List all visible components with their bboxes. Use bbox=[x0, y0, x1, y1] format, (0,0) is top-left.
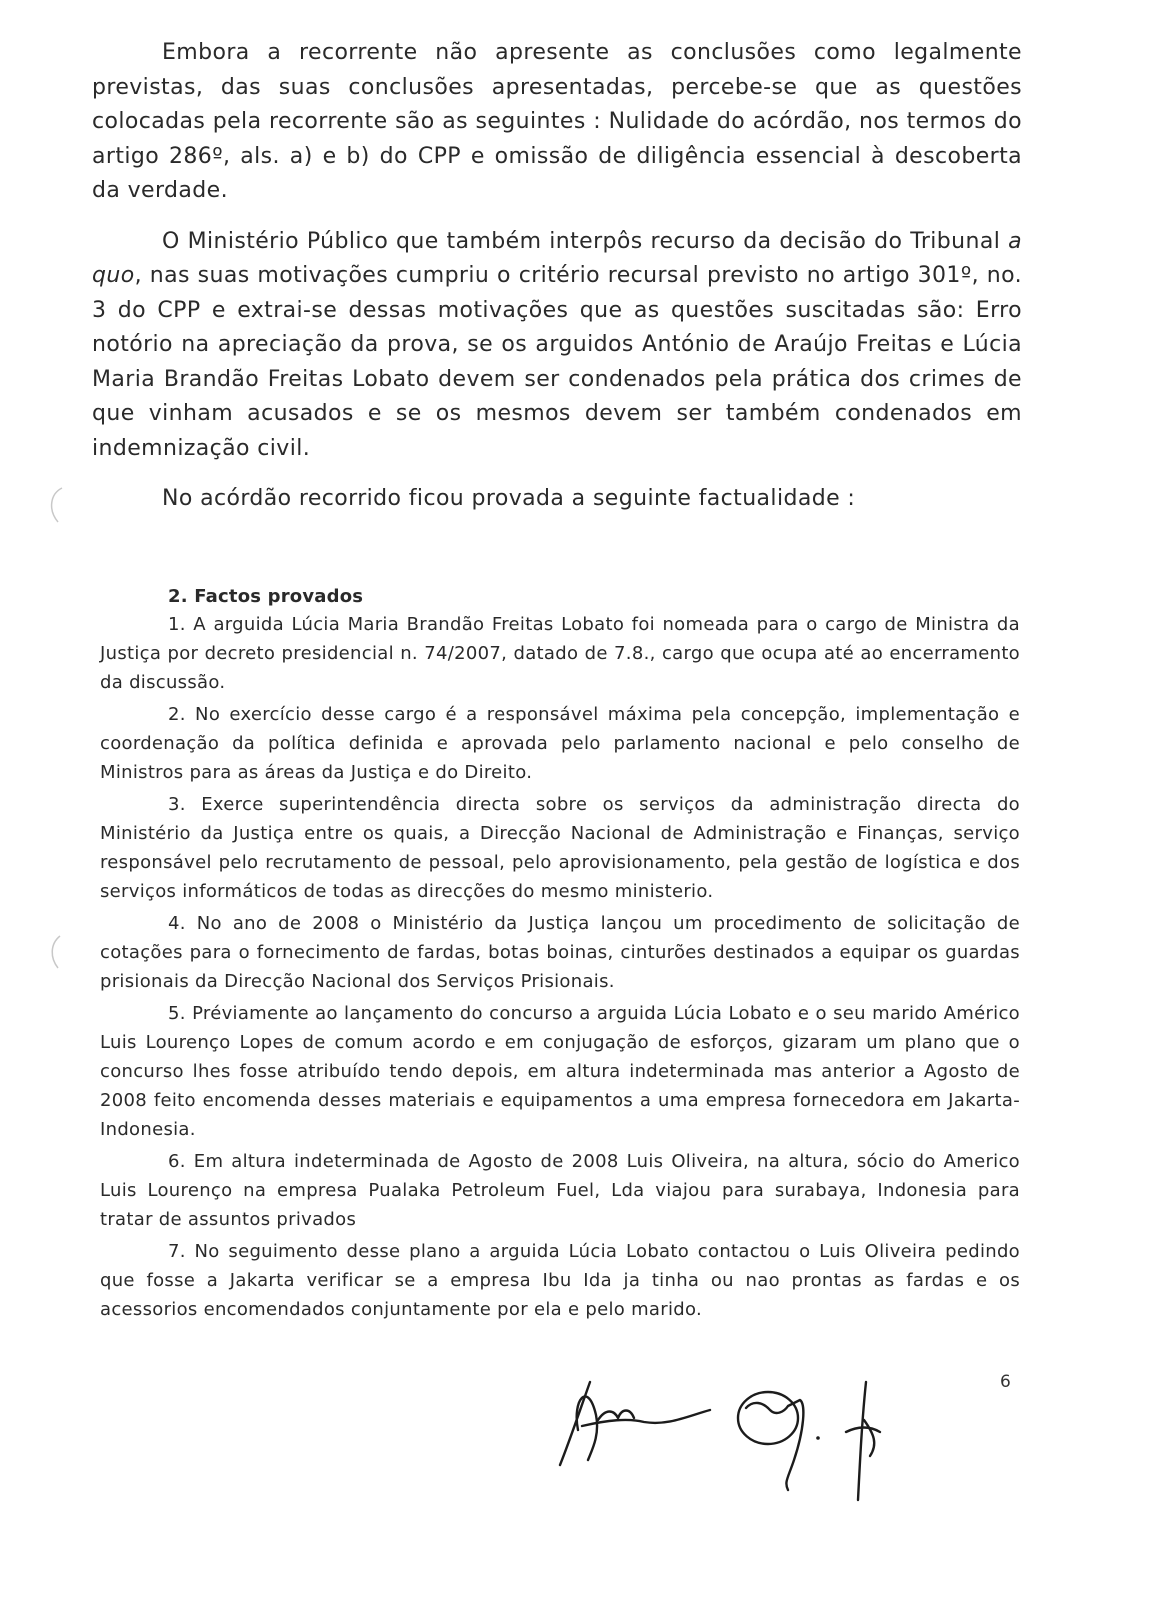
intro-paragraph-2 bbox=[92, 225, 1022, 467]
intro-paragraph-3 bbox=[92, 482, 1022, 517]
intro-paragraph-1 bbox=[92, 36, 1022, 209]
facts-section bbox=[100, 584, 1020, 1327]
facts-heading: 2. Factos provados bbox=[168, 586, 364, 607]
fact-item bbox=[100, 700, 1020, 787]
intro-paragraph-3-text: No acórdão recorrido ficou provada a seguinte factualidade : bbox=[162, 486, 856, 511]
fact-item-text: 7. No seguimento desse plano a arguida Lúcia Lobato contactou o Luis Oliveira pedindo que fosse a Jakarta verificar se a empresa Ibu Ida ja tinha ou nao prontas as fardas e os acessorios encomendados conjuntamente por ela e pelo marido. bbox=[100, 1241, 1020, 1320]
intro-paragraph-2-italic: a quo bbox=[92, 228, 1022, 288]
intro-section bbox=[92, 36, 1022, 533]
fact-item-text: 3. Exerce superintendência directa sobre os serviços da administração directa do Ministério da Justiça entre os quais, a Direcção Nacional de Administração e Finanças, serviço responsável pelo recrutamento de pessoal, pelo aprovisionamento, pela gestão de logística e dos serviços informáticos de todas as direcções do mesmo ministerio. bbox=[100, 794, 1020, 902]
intro-paragraph-2-end: , nas suas motivações cumpriu o critério recursal previsto no artigo 301º, no. 3 do CPP e extrai-se dessas motivações que as questões suscitadas são: Erro notório na apreciação da prova, se os arguidos António de Araújo Freitas e Lúcia Maria Brandão Freitas Lobato devem ser condenados pela prática dos crimes de que vinham acusados e se os mesmos devem ser também condenados em indemnização civil. bbox=[92, 263, 1022, 461]
handwritten-signature-icon bbox=[548, 1360, 908, 1510]
fact-item bbox=[100, 909, 1020, 996]
fact-item bbox=[100, 999, 1020, 1144]
fact-item-text: 6. Em altura indeterminada de Agosto de 2008 Luis Oliveira, na altura, sócio do Americo Luis Lourenço na empresa Pualaka Petroleum Fuel, Lda viajou para surabaya, Indonesia para tratar de assuntos privados bbox=[100, 1151, 1020, 1230]
fact-item-text: 2. No exercício desse cargo é a responsável máxima pela concepção, implementação e coordenação da política definida e aprovada pelo parlamento nacional e pelo conselho de Ministros para as áreas da Justiça e do Direito. bbox=[100, 704, 1020, 783]
fact-item-text: 1. A arguida Lúcia Maria Brandão Freitas Lobato foi nomeada para o cargo de Ministra da Justiça por decreto presidencial n. 74/2007, datado de 7.8., cargo que ocupa até ao encerramento da discussão. bbox=[100, 614, 1020, 693]
fact-item bbox=[100, 1237, 1020, 1324]
intro-paragraph-2-start: O Ministério Público que também interpôs recurso da decisão do Tribunal bbox=[162, 228, 1001, 254]
fact-item bbox=[100, 1147, 1020, 1234]
fact-item-text: 5. Préviamente ao lançamento do concurso a arguida Lúcia Lobato e o seu marido Américo Luis Lourenço Lopes de comum acordo e em conjugação de esforços, gizaram um plano que o concurso lhes fosse atribuído tendo depois, em altura indeterminada mas anterior a Agosto de 2008 feito encomenda desses materiais e equipamentos a uma empresa fornecedora em Jakarta-Indonesia. bbox=[100, 1003, 1020, 1140]
fact-item bbox=[100, 610, 1020, 697]
fact-item bbox=[100, 790, 1020, 906]
intro-paragraph-1-text: Embora a recorrente não apresente as conclusões como legalmente previstas, das suas conclusões apresentadas, percebe-se que as questões colocadas pela recorrente são as seguintes : Nulidade do acórdão, nos termos do artigo 286º, als. a) e b) do CPP e omissão de diligência essencial à descoberta da verdade. bbox=[92, 40, 1022, 203]
scan-margin-mark-icon bbox=[40, 930, 70, 980]
page-number: 6 bbox=[1000, 1372, 1011, 1392]
scan-margin-mark-icon bbox=[40, 480, 70, 530]
fact-item-text: 4. No ano de 2008 o Ministério da Justiça lançou um procedimento de solicitação de cotações para o fornecimento de fardas, botas boinas, cinturões destinados a equipar os guardas prisionais da Direcção Nacional dos Serviços Prisionais. bbox=[100, 913, 1020, 992]
